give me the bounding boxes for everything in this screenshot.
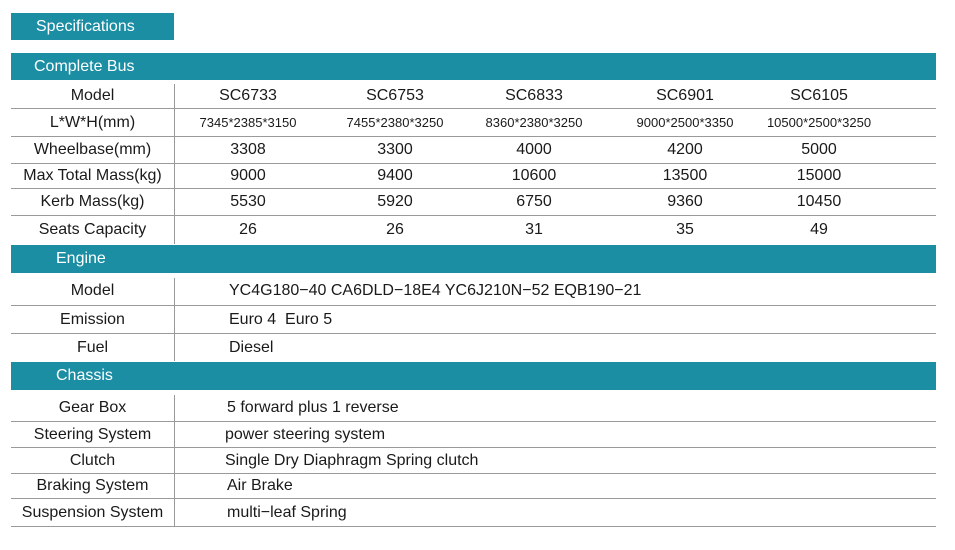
row-label: L*W*H(mm): [49, 114, 136, 131]
row-value: power steering system: [225, 426, 386, 443]
row-dimensions: [11, 110, 936, 136]
row-clutch: [11, 448, 936, 473]
row-label: Model: [70, 282, 115, 299]
cell-value: 26: [239, 221, 257, 238]
cell-value: 7455*2380*3250: [346, 115, 444, 130]
specifications-tab: Specifications: [11, 13, 174, 40]
cell-value: 3308: [230, 141, 266, 158]
row-kerb-mass: [11, 189, 936, 215]
cell-value: 15000: [796, 167, 842, 184]
row-wheelbase: [11, 137, 936, 163]
row-fuel: [11, 334, 936, 361]
row-gear-box: [11, 395, 936, 421]
row-seats-capacity: [11, 216, 936, 244]
row-divider: [11, 108, 936, 109]
cell-value: 35: [676, 221, 694, 238]
cell-value: 6750: [516, 193, 552, 210]
row-label: Wheelbase(mm): [33, 141, 152, 158]
cell-value: 9000*2500*3350: [636, 115, 734, 130]
cell-value: 5000: [801, 141, 837, 158]
cell-value: 3300: [377, 141, 413, 158]
row-label: Gear Box: [58, 399, 127, 416]
row-label: Steering System: [33, 426, 152, 443]
cell-value: SC6105: [790, 87, 848, 104]
cell-value: 10450: [796, 193, 842, 210]
cell-value: SC6733: [219, 87, 277, 104]
row-model: [11, 84, 936, 108]
row-label: Clutch: [69, 452, 116, 469]
row-engine-model: [11, 278, 936, 304]
cell-value: SC6753: [366, 87, 424, 104]
cell-value: SC6833: [505, 87, 563, 104]
column-divider: [174, 84, 175, 244]
column-divider: [174, 395, 175, 526]
cell-value: 10600: [511, 167, 557, 184]
row-value: Air Brake: [227, 477, 293, 494]
row-label: Max Total Mass(kg): [23, 167, 162, 184]
cell-value: 9000: [230, 167, 266, 184]
cell-value: 4200: [667, 141, 703, 158]
row-max-total-mass: [11, 164, 936, 188]
cell-value: 49: [810, 221, 828, 238]
cell-value: 13500: [662, 167, 708, 184]
section-chassis-label: Chassis: [56, 367, 113, 384]
row-label: Model: [70, 87, 115, 104]
row-value: YC4G180−40 CA6DLD−18E4 YC6J210N−52 EQB190−21: [229, 282, 642, 299]
cell-value: 8360*2380*3250: [485, 115, 583, 130]
row-label: Braking System: [36, 477, 149, 494]
cell-value: 31: [525, 221, 543, 238]
cell-value: 9400: [377, 167, 413, 184]
cell-value: 4000: [516, 141, 552, 158]
row-label: Kerb Mass(kg): [40, 193, 145, 210]
row-value: Single Dry Diaphragm Spring clutch: [225, 452, 479, 469]
row-label: Emission: [60, 311, 125, 328]
row-value: 5 forward plus 1 reverse: [227, 399, 399, 416]
cell-value: 10500*2500*3250: [766, 115, 872, 130]
cell-value: SC6901: [656, 87, 714, 104]
section-chassis: [11, 362, 936, 390]
column-divider: [174, 278, 175, 361]
row-braking-system: [11, 474, 936, 498]
cell-value: 26: [386, 221, 404, 238]
row-label: Fuel: [76, 339, 109, 356]
cell-value: 5530: [230, 193, 266, 210]
cell-value: 9360: [667, 193, 703, 210]
row-value: Diesel: [229, 339, 274, 356]
section-engine: [11, 245, 936, 273]
row-steering-system: [11, 422, 936, 447]
section-engine-label: Engine: [56, 250, 106, 267]
section-complete-bus: [11, 53, 936, 80]
row-label: Suspension System: [21, 504, 164, 521]
table-bottom-border: [11, 526, 936, 527]
row-label: Seats Capacity: [38, 221, 147, 238]
cell-value: 5920: [377, 193, 413, 210]
cell-value: 7345*2385*3150: [199, 115, 297, 130]
row-emission: [11, 306, 936, 333]
row-value: Euro 4 Euro 5: [229, 311, 333, 328]
row-value: multi−leaf Spring: [227, 504, 347, 521]
section-complete-bus-label: Complete Bus: [34, 58, 135, 75]
row-suspension-system: [11, 499, 936, 526]
